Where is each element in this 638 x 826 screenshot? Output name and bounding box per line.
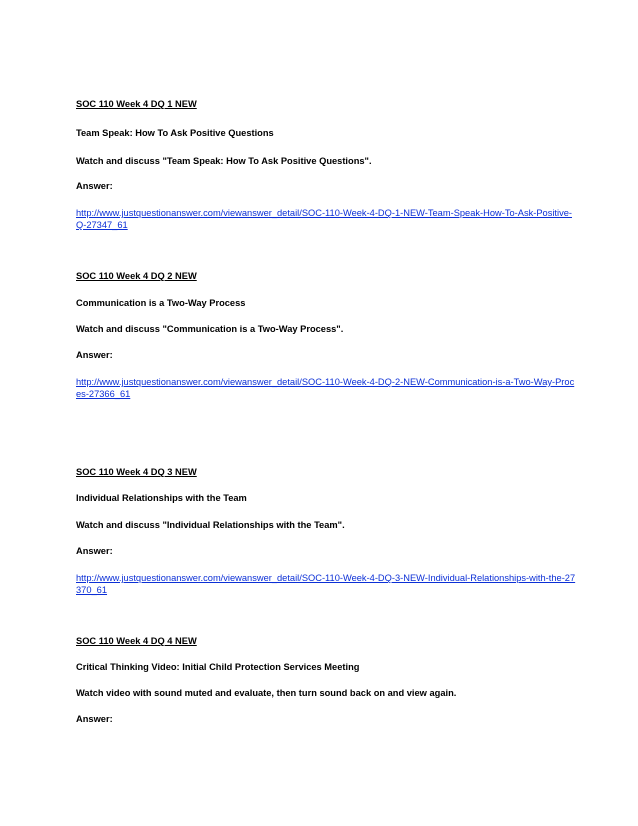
section-4-answer-label: Answer: — [76, 714, 113, 724]
section-4-heading: SOC 110 Week 4 DQ 4 NEW — [76, 636, 197, 646]
section-2-title: Communication is a Two-Way Process — [76, 298, 246, 308]
section-2-answer-label: Answer: — [76, 350, 113, 360]
section-3-title: Individual Relationships with the Team — [76, 493, 247, 503]
section-2-answer-link[interactable]: http://www.justquestionanswer.com/viewanswer_detail/SOC-110-Week-4-DQ-2-NEW-Communication-is-a-Two-Way-Proces-27366_61 — [76, 377, 575, 399]
section-1-prompt: Watch and discuss "Team Speak: How To Ask Positive Questions". — [76, 156, 372, 166]
section-3-prompt: Watch and discuss "Individual Relationships with the Team". — [76, 520, 345, 530]
section-4-prompt: Watch video with sound muted and evaluate, then turn sound back on and view again. — [76, 688, 457, 698]
section-2-heading: SOC 110 Week 4 DQ 2 NEW — [76, 271, 197, 281]
section-1-answer-link[interactable]: http://www.justquestionanswer.com/viewanswer_detail/SOC-110-Week-4-DQ-1-NEW-Team-Speak-How-To-Ask-Positive-Q-27347_61 — [76, 208, 572, 230]
section-3-heading: SOC 110 Week 4 DQ 3 NEW — [76, 467, 197, 477]
section-3-answer-link[interactable]: http://www.justquestionanswer.com/viewanswer_detail/SOC-110-Week-4-DQ-3-NEW-Individual-Relationships-with-the-27370_61 — [76, 573, 576, 595]
section-1-title: Team Speak: How To Ask Positive Questions — [76, 128, 274, 138]
section-3-answer-label: Answer: — [76, 546, 113, 556]
section-4-title: Critical Thinking Video: Initial Child Protection Services Meeting — [76, 662, 360, 672]
section-1-answer-label: Answer: — [76, 181, 113, 191]
section-2-prompt: Watch and discuss "Communication is a Two-Way Process". — [76, 324, 344, 334]
section-1-heading: SOC 110 Week 4 DQ 1 NEW — [76, 99, 197, 109]
